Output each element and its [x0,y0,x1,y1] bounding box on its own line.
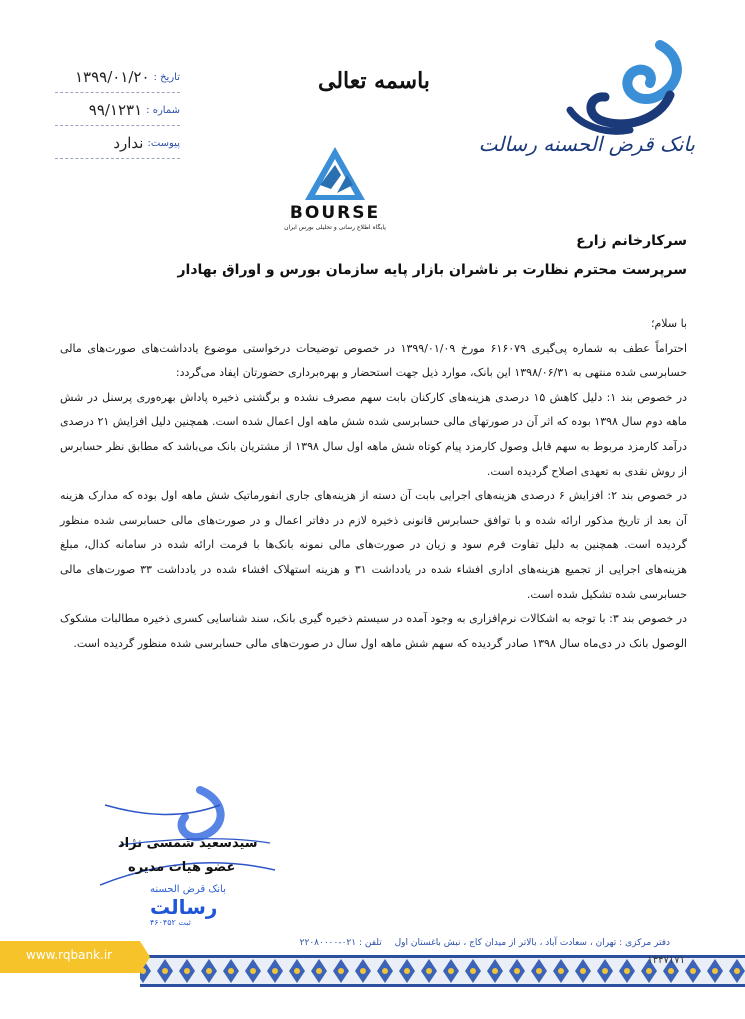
meta-number [55,95,180,126]
stamp-registration: ثبت ۴۶۰۴۵۲ [150,918,191,927]
recipient-name: سرکارخانم زارع [576,233,687,249]
meta-date [55,62,180,93]
bourse-subtitle: پایگاه اطلاع رسانی و تحلیلی بورس ایران [284,224,386,231]
signatory-title: عضو هیات مدیره [128,860,236,875]
greeting: با سلام؛ [651,317,687,330]
paragraph-item-1: در خصوص بند ۱: دلیل کاهش ۱۵ درصدی هزینه‌های کارکنان بابت سهم مصرف نشده و برگشتی ذخیره پاداش بهره‌وری پرسنل در شش ماهه دوم سال ۱۳۹۸ بوده که اثر آن در صورتهای مالی حسابرسی شده شش ماهه اول اعمال شده است. همچنین دلیل افزایش ۲۱ درصدی درآمد کارمزد مربوط به سهم قابل وصول کارمزد پیام کوتاه شش ماهه اول سال ۱۳۹۸ از مشتریان بانک می‌باشد که مطابق نظر حسابرس از روش نقدی به تعهدی اصلاح گردیده است. [60,390,687,478]
paragraph-intro: احتراماً عطف به شماره پی‌گیری ۶۱۶۰۷۹ مورخ ۱۳۹۹/۰۱/۰۹ در خصوص توضیحات درخواستی موضوع یادداشت‌های صورت‌های مالی حسابرسی شده منتهی به ۱۳۹۸/۰۶/۳۱ این بانک، موارد ذیل جهت استحضار و بهره‌برداری حضورتان ایفاد می‌گردد: [60,341,687,380]
letter-body [60,312,687,656]
signatory-name: سیدسعید شمسی نژاد [118,836,258,851]
footer-phone: تلفن : ۰۲۱-۲۲۰۸۰۰۰۰ [299,938,382,948]
website-link[interactable]: www.rqbank.ir [26,948,113,962]
stamp-word: رسالت [150,895,218,919]
stamp-bank-text: بانک قرض الحسنه [150,884,226,895]
bourse-word: BOURSE [289,203,381,223]
bank-name: بانک قرض الحسنه رسالت [478,132,695,156]
footer-serial: ۱۳۴۷۱۷۱ [647,955,685,966]
meta-attachment [55,128,180,159]
paragraph-item-2: در خصوص بند ۲: افزایش ۶ درصدی هزینه‌های اجرایی بابت آن دسته از هزینه‌های جاری انفورماتیک شش ماهه اول بوده که مدارک هزینه آن بعد از تاریخ مذکور ارائه شده و با توافق حسابرس قانونی ذخیره لازم در دفاتر اعمال و در صورت‌های مالی حسابرسی شده منظور گردیده است. همچنین به دلیل تفاوت فرم سود و زیان در صورت‌های مالی نمونه بانک‌ها با فرمت ارائه شده در سامانه کدال، مبلغ هزینه‌های اجرایی از تجمیع هزینه‌های اداری افشاء شده در یادداشت ۳۱ و هزینه استهلاک افشاء شده در یادداشت ۳۳ صورت‌های مالی حسابرسی شده تشکیل شده است. [60,489,687,601]
meta-attachment-value: ندارد [113,134,144,152]
meta-attachment-label: پیوست: [147,137,180,149]
meta-date-label: تاریخ : [153,71,180,83]
meta-date-value: ۱۳۹۹/۰۱/۲۰ [74,68,150,86]
footer-address-text: دفتر مرکزی : تهران ، سعادت آباد ، بالاتر از میدان کاج ، نبش باغستان اول [394,938,670,948]
letter-meta [55,62,180,161]
motto: باسمه تعالی [318,68,430,94]
meta-number-label: شماره : [146,104,180,116]
footer-address [290,938,670,948]
paragraph-item-3: در خصوص بند ۳: با توجه به اشکالات نرم‌افزاری به وجود آمده در سیستم ذخیره گیری بانک، سند شناسایی کسری ذخیره مطالبات مشکوک الوصول بانک در دی‌ماه سال ۱۳۹۸ صادر گردیده که سهم شش ماهه اول سال در صورت‌های مالی حسابرسی شده منظور گردیده است. [60,612,687,650]
recipient-title: سرپرست محترم نظارت بر ناشران بازار پایه سازمان بورس و اوراق بهادار [177,262,687,278]
meta-number-value: ۹۹/۱۲۳۱ [88,101,143,119]
